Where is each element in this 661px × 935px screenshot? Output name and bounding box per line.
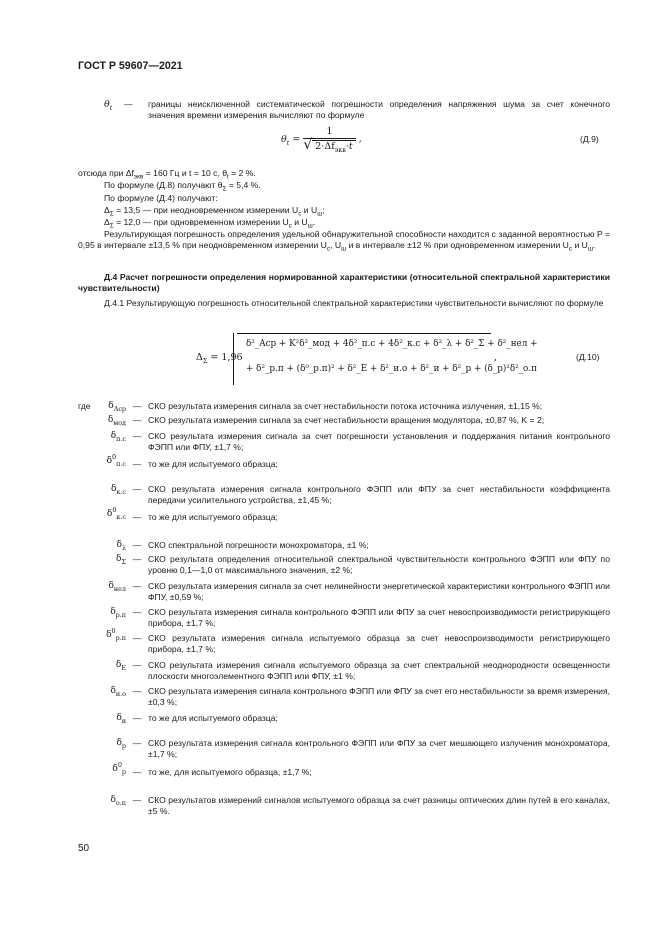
delta-char: δ xyxy=(116,554,122,564)
eq-d9-comma: , xyxy=(358,133,362,145)
rpf: с xyxy=(568,246,573,254)
definition-sup: 0 xyxy=(112,506,117,514)
definition-dash: — xyxy=(132,431,142,441)
page-number: 50 xyxy=(78,843,90,854)
delta-char: δ xyxy=(116,540,122,550)
definition-dash: — xyxy=(132,738,142,748)
rpi: . xyxy=(593,240,596,251)
definition-sub: мод xyxy=(113,418,126,427)
definition-sup: 0 xyxy=(117,761,122,769)
section-heading-d4: Д.4 Расчет погрешности определения нормированной характеристики (относительной спектральной характеристики чувствительности) xyxy=(78,272,610,294)
definition-sub: к.с xyxy=(116,512,126,521)
delta-char: δ xyxy=(106,456,113,466)
definition-symbol xyxy=(78,431,126,442)
definition-dash: — xyxy=(132,686,142,696)
r4d: с xyxy=(298,210,302,218)
definition-dash: — xyxy=(132,512,142,522)
delta-char: δ xyxy=(112,764,118,774)
result-line-3: По формуле (Д.4) получают: xyxy=(104,193,218,203)
definition-dash: — xyxy=(132,401,142,411)
eq-d10-lhs-sub: Σ xyxy=(202,356,208,365)
definition-text: СКО результата измерения сигнала контрольного ФЭПП или ФПУ за счет нестабильности коэффициента передачи усилительного устройства, ±1,45 %; xyxy=(148,484,610,506)
r2a: По формуле (Д.8) получают θ xyxy=(104,180,223,190)
definition-text: то же для испытуемого образца; xyxy=(148,713,278,723)
definition-sub: нел xyxy=(113,584,126,593)
eq-d9-lhs: θ xyxy=(281,133,287,145)
definition-text: СКО результата измерения сигнала за счет нелинейности энергетической характеристики контрольного ФЭПП или ФПУ, ±0,59 %; xyxy=(148,581,610,603)
r4f: ш xyxy=(317,210,323,218)
theta-sub: t xyxy=(109,103,113,112)
delta-char: δ xyxy=(110,431,117,441)
eq-d10-lhs-sym: Δ xyxy=(196,352,203,363)
delta-char: δ xyxy=(110,686,116,696)
definition-dash: — xyxy=(132,795,142,805)
delta-char: δ xyxy=(115,660,122,670)
delta-char: δ xyxy=(108,581,114,591)
delta-char: δ xyxy=(116,713,122,723)
eq-d10-row-2: + δ²_р.п + (δ⁰_р.п)² + δ²_E + δ²_и.о + δ²_и + δ²_р + (δ_р)²δ²_о.п xyxy=(246,364,538,374)
delta-char: δ xyxy=(110,484,117,494)
delta-char: δ xyxy=(110,795,116,805)
definition-sub: р.п xyxy=(115,610,126,619)
radical-icon: √ xyxy=(303,137,313,154)
definition-sub: Σ xyxy=(121,557,126,566)
definition-symbol xyxy=(78,738,126,749)
definition-sub: E xyxy=(121,663,126,672)
definition-symbol xyxy=(78,627,126,642)
definition-symbol xyxy=(78,795,126,806)
definition-sub: р xyxy=(121,767,126,776)
document-header: ГОСТ Р 59607—2021 xyxy=(78,60,183,72)
r4e: и U xyxy=(301,205,318,215)
definition-dash: — xyxy=(132,540,142,550)
equation-number-d10: (Д.10) xyxy=(576,352,600,362)
theta-definition-text: границы неисключенной систематической погрешности определения напряжения шума за счет конечного значения времени измерения вычисляют по формуле xyxy=(148,99,610,121)
eq-d10-row-1: δ²_Acp + K²δ²_мод + 4δ²_п.с + 4δ²_к.с + δ²_λ + δ²_Σ + δ²_нел + xyxy=(246,339,538,349)
definition-symbol xyxy=(78,713,126,724)
where-label: где xyxy=(78,401,91,411)
r4a: Δ xyxy=(104,205,110,215)
definition-sub: и.о xyxy=(115,689,126,698)
equation-number-d9: (Д.9) xyxy=(580,134,599,144)
eq-d10-comma: , xyxy=(494,352,498,363)
r5a: Δ xyxy=(104,217,110,227)
definition-dash: — xyxy=(132,554,142,564)
definition-symbol xyxy=(78,453,126,468)
eq-d9-lhs-sub: t xyxy=(286,138,290,147)
delta-char: δ xyxy=(110,607,116,617)
eq-d10-coef: = 1,96 xyxy=(207,352,243,363)
definition-dash: — xyxy=(132,415,142,425)
delta-char: δ xyxy=(106,509,113,519)
result-paragraph xyxy=(78,229,610,252)
definition-symbol xyxy=(78,660,126,671)
definition-text: СКО результата измерения сигнала контрольного ФЭПП или ФПУ за счет его нестабильности за время измерения, ±0,3 %; xyxy=(148,686,610,708)
r1e: = 2 %. xyxy=(228,168,256,178)
theta-dash: — xyxy=(124,99,133,109)
r4b: Σ xyxy=(109,210,114,218)
r4g: ; xyxy=(322,205,325,215)
definition-sup: 0 xyxy=(111,627,116,635)
r5c: = 12,0 — при одновременном измерении U xyxy=(113,217,289,227)
eq-d9-den-tail: ·t xyxy=(345,141,353,153)
eq-d9-den-sub: экв xyxy=(334,146,346,155)
r1b: экв xyxy=(133,173,144,181)
rpe: и в интервале ±12 % при одновременном измерении U xyxy=(346,240,569,251)
result-line-2 xyxy=(104,180,261,191)
r1d: t xyxy=(227,173,229,181)
definition-sub: к.с xyxy=(116,487,126,496)
definition-text: СКО результата измерения сигнала за счет нестабильности потока источника излучения, ±1,15 %; xyxy=(148,401,543,411)
rpb: с xyxy=(326,246,331,254)
definition-dash: — xyxy=(132,633,142,643)
r5b: Σ xyxy=(109,222,114,230)
r5e: и U xyxy=(291,217,308,227)
definition-sup: 0 xyxy=(112,453,117,461)
definition-text: СКО результатов измерений сигналов испытуемого образца за счет разницы оптических длин путей в его каналах, ±5 %. xyxy=(148,795,610,817)
definition-symbol xyxy=(78,686,126,697)
definition-text: СКО результата измерения сигнала за счет погрешности установления и поддержания питания контрольного ФЭПП или ФПУ, ±1,7 %; xyxy=(148,431,610,453)
definition-text: то же для испытуемого образца; xyxy=(148,512,278,522)
rpd: ш xyxy=(341,246,347,254)
definition-symbol xyxy=(78,540,126,551)
r5d: с xyxy=(288,222,292,230)
definition-dash: — xyxy=(132,459,142,469)
r4c: = 13,5 — при неодновременном измерении U xyxy=(113,205,299,215)
eq-d9-equals: = xyxy=(292,133,301,145)
definition-sub: о.п xyxy=(115,798,126,807)
result-line-5 xyxy=(104,217,315,228)
r2c: = 5,4 %. xyxy=(226,180,261,190)
r5g: . xyxy=(312,217,316,227)
definition-dash: — xyxy=(132,484,142,494)
definition-text: СКО результата определения относительной спектральной чувствительности контрольного ФЭПП или ФПУ по уровню 0,1—1,0 от максимального значения, ±2 %; xyxy=(148,554,610,576)
rpg: и U xyxy=(572,240,588,251)
r1c: = 160 Гц и t = 10 с, θ xyxy=(143,168,228,178)
definition-sub: п.с xyxy=(116,434,126,443)
definition-symbol xyxy=(78,581,126,592)
definition-sub: р.п xyxy=(115,633,126,642)
definition-text: СКО результата измерения сигнала за счет нестабильности вращения модулятора, ±0,87 %, K = 2; xyxy=(148,415,545,425)
definition-symbol xyxy=(78,415,126,426)
definition-symbol xyxy=(78,554,126,565)
definition-dash: — xyxy=(132,581,142,591)
definition-text: СКО результата измерения сигнала контрольного ФЭПП или ФПУ за счет мешающего излучения монохроматора, ±1,7 %; xyxy=(148,738,610,760)
definition-text: СКО результата измерения сигнала испытуемого образца за счет невоспроизводимости регистрирующего прибора, ±1,7 %; xyxy=(148,633,610,655)
section-d4-paragraph: Д.4.1 Результирующую погрешность относительной спектральной характеристики чувствительности вычисляют по формуле xyxy=(104,298,604,308)
delta-char: δ xyxy=(106,630,112,640)
definition-text: СКО результата измерения сигнала контрольного ФЭПП или ФПУ за счет невоспроизводимости регистрирующего прибора, ±1,7 %; xyxy=(148,607,610,629)
rpc: , U xyxy=(330,240,342,251)
definition-dash: — xyxy=(132,767,142,777)
definition-text: то же для испытуемого образца; xyxy=(148,459,278,469)
r2b: Σ xyxy=(222,185,227,193)
rpa: Результирующая погрешность определения удельной обнаружительной способности находится с заданной вероятностью P = 0,95 в интервале ±13,5 % при неодновременном измерении U xyxy=(78,229,610,251)
definition-symbol xyxy=(78,761,126,776)
definition-sub: р xyxy=(121,741,126,750)
r5f: ш xyxy=(307,222,313,230)
delta-char: δ xyxy=(116,738,122,748)
definition-sub: и xyxy=(121,716,126,725)
definition-sub: λ xyxy=(121,543,126,552)
result-line-4 xyxy=(104,205,325,216)
eq-d9-den-factor: 2·Δf xyxy=(315,141,335,153)
equation-d9 xyxy=(281,126,362,153)
definition-text: СКО результата измерения сигнала испытуемого образца за счет спектральной неоднородности освещенности плоскости многоэлементного ФЭПП или ФПУ, ±1 %; xyxy=(148,660,610,682)
definition-dash: — xyxy=(132,660,142,670)
eq-d9-numerator: 1 xyxy=(303,126,355,139)
delta-char: δ xyxy=(107,415,114,425)
definition-symbol xyxy=(78,484,126,495)
definition-sub: п.с xyxy=(116,459,126,468)
r1a: отсюда при Δf xyxy=(78,168,134,178)
theta-symbol xyxy=(104,99,112,110)
definition-dash: — xyxy=(132,607,142,617)
definition-symbol xyxy=(78,401,126,412)
definition-dash: — xyxy=(132,713,142,723)
definition-symbol xyxy=(78,607,126,618)
theta-char: θ xyxy=(104,99,110,110)
rph: ш xyxy=(587,246,594,254)
definition-text: то же, для испытуемого образца, ±1,7 %; xyxy=(148,767,312,777)
definition-text: СКО спектральной погрешности монохроматора, ±1 %; xyxy=(148,540,369,550)
definition-sub: Acp xyxy=(113,404,126,413)
result-line-1 xyxy=(78,168,256,179)
delta-char: δ xyxy=(108,401,114,411)
definition-symbol xyxy=(78,506,126,521)
